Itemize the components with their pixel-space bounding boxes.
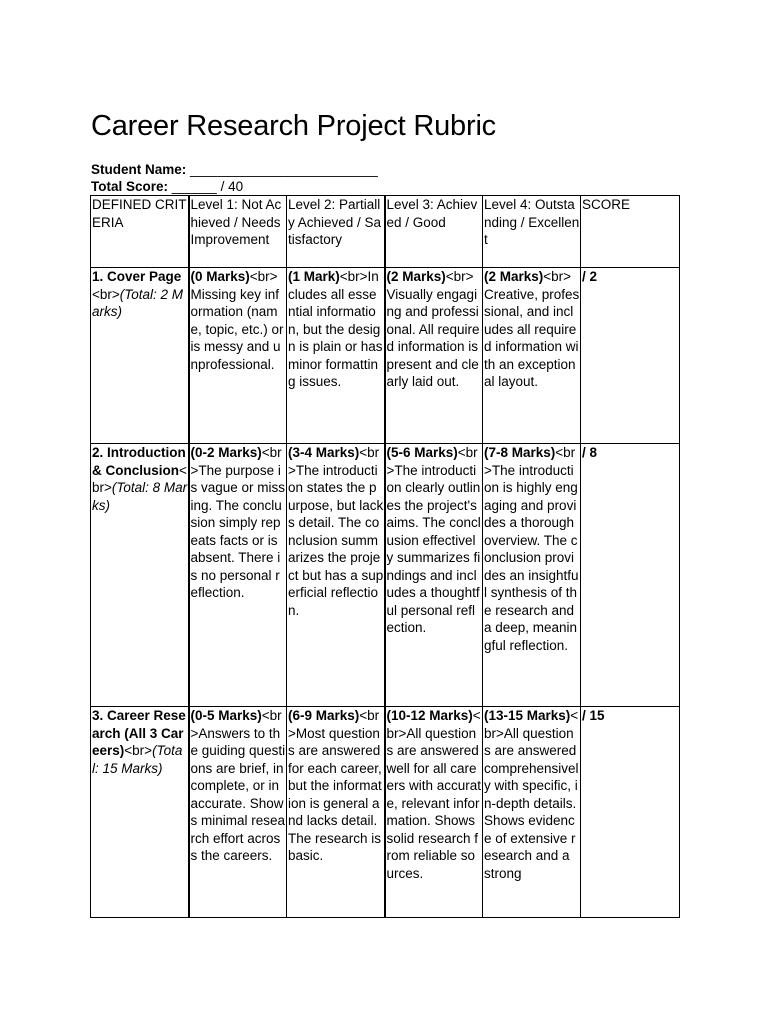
header-row [91,196,680,268]
total-score-line [91,178,243,195]
total-score-label: Total Score: [91,179,169,194]
level-cell: (0-5 Marks)<br>Answers to the guiding questions are brief, incomplete, or inaccurate. Shows minimal research effort across the careers. [189,707,287,918]
level-cell: (0-2 Marks)<br>The purpose is vague or missing. The conclusion simply repeats facts or is absent. There is no personal reflection. [189,444,287,707]
level-cell: (7-8 Marks)<br>The introduction is highly engaging and provides a thorough overview. The conclusion provides an insightful synthesis of the research and a deep, meaningful reflection. [483,444,581,707]
score-cell: / 2 [581,268,680,444]
criteria-cell: 1. Cover Page<br>(Total: 2 Marks) [91,268,189,444]
table-row [91,444,680,707]
table-row [91,268,680,444]
page-title: Career Research Project Rubric [91,110,496,142]
header-cell-criteria: DEFINED CRITERIA [91,196,189,268]
criteria-cell: 3. Career Research (All 3 Careers)<br>(Total: 15 Marks) [91,707,189,918]
level-cell: (5-6 Marks)<br>The introduction clearly outlines the project's aims. The conclusion effectively summarizes findings and includes a thoughtful personal reflection. [385,444,483,707]
header-cell-level-4: Level 4: Outstanding / Excellent [483,196,581,268]
level-cell: (1 Mark)<br>Includes all essential information, but the design is plain or has minor formatting issues. [287,268,385,444]
level-cell: (6-9 Marks)<br>Most questions are answered for each career, but the information is general and lacks detail. The research is basic. [287,707,385,918]
level-cell: (0 Marks)<br>Missing key information (name, topic, etc.) or is messy and unprofessional. [189,268,287,444]
score-cell: / 8 [581,444,680,707]
header-cell-level-3: Level 3: Achieved / Good [385,196,483,268]
level-cell: (2 Marks)<br>Creative, professional, and includes all required information with an exceptional layout. [483,268,581,444]
rubric-table [90,195,680,918]
level-cell: (3-4 Marks)<br>The introduction states the purpose, but lacks detail. The conclusion summarizes the project but has a superficial reflection. [287,444,385,707]
score-cell: / 15 [581,707,680,918]
student-name-line [91,161,378,178]
header-cell-level-1: Level 1: Not Achieved / Needs Improvement [189,196,287,268]
level-cell: (10-12 Marks)<br>All questions are answered well for all careers with accurate, relevant information. Shows solid research from reliable sources. [385,707,483,918]
header-cell-score: SCORE [581,196,680,268]
total-score-blank: ______ / 40 [168,179,244,194]
header-cell-level-2: Level 2: Partially Achieved / Satisfactory [287,196,385,268]
student-name-blank: _________________________ [186,162,378,177]
level-cell: (2 Marks)<br>Visually engaging and professional. All required information is present and clearly laid out. [385,268,483,444]
table-row [91,707,680,918]
student-name-label: Student Name: [91,162,187,177]
criteria-cell: 2. Introduction & Conclusion<br>(Total: 8 Marks) [91,444,189,707]
level-cell: (13-15 Marks)<br>All questions are answered comprehensively with specific, in-depth details. Shows evidence of extensive research and a strong [483,707,581,918]
